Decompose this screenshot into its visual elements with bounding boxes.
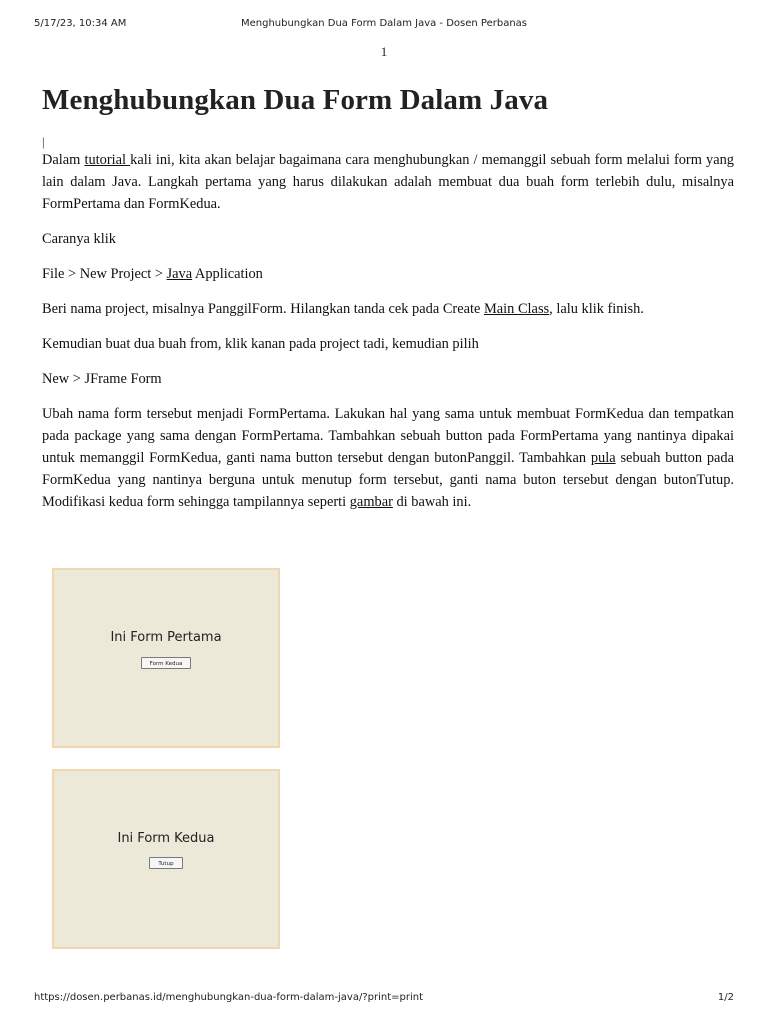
form-kedua-button[interactable]: Form Kedua	[141, 657, 191, 669]
text: File > New Project >	[42, 266, 167, 282]
paragraph-project-name	[42, 298, 734, 320]
print-url: https://dosen.perbanas.id/menghubungkan-dua-form-dalam-java/?print=print	[34, 992, 424, 1003]
figure-form-kedua	[52, 769, 280, 949]
link-tutorial[interactable]: tutorial	[84, 152, 131, 168]
article-content	[42, 84, 734, 526]
form-kedua-title: Ini Form Kedua	[117, 831, 215, 846]
print-page-count: 1/2	[717, 992, 734, 1003]
text: sebuah button pada FormKedua yang nantinya berguna untuk menutup form tersebut, ganti nama buton tersebut dengan butonTutup. Modifikasi kedua form sehingga tampilannya seperti	[42, 450, 734, 510]
link-java[interactable]: Java	[166, 266, 193, 282]
tutup-button[interactable]: Tutup	[149, 857, 183, 869]
text: di bawah ini.	[392, 494, 472, 510]
paragraph-file-menu	[42, 263, 734, 285]
text: , lalu klik finish.	[549, 301, 644, 317]
paragraph-create-forms: Kemudian buat dua buah from, klik kanan pada project tadi, kemudian pilih	[42, 336, 479, 352]
print-header	[34, 18, 734, 32]
figure-form-pertama	[52, 568, 280, 748]
print-footer	[34, 992, 734, 1006]
print-datetime: 5/17/23, 10:34 AM	[34, 18, 127, 29]
text: Application	[192, 266, 263, 282]
text-cursor-mark: |	[42, 134, 45, 149]
text: Dalam	[42, 152, 85, 168]
paragraph-jframe: New > JFrame Form	[42, 371, 162, 387]
print-page-title: Menghubungkan Dua Form Dalam Java - Dosen Perbanas	[240, 18, 527, 29]
article-title: Menghubungkan Dua Form Dalam Java	[42, 84, 549, 116]
link-gambar[interactable]: gambar	[349, 494, 393, 510]
link-main-class[interactable]: Main Class	[483, 301, 550, 317]
text: kali ini, kita akan belajar bagaimana cara menghubungkan / memanggil sebuah form melalui form yang lain dalam Java. Langkah pertama yang harus dilakukan adalah membuat dua buah form terlebih dulu, misalnya FormPertama dan FormKedua.	[42, 152, 734, 212]
link-pula[interactable]: pula	[590, 450, 616, 466]
text: Ubah nama form tersebut menjadi FormPertama. Lakukan hal yang sama untuk membuat FormKedua dan tempatkan pada package yang sama dengan FormPertama. Tambahkan sebuah button pada FormPertama yang nantinya dipakai untuk memanggil FormKedua, ganti nama button tersebut dengan butonPanggil. Tambahkan	[42, 406, 734, 466]
form-pertama-title: Ini Form Pertama	[110, 630, 222, 645]
paragraph-caranya: Caranya klik	[42, 231, 116, 247]
page-number: 1	[380, 44, 388, 59]
paragraph-intro	[42, 149, 734, 215]
paragraph-instructions	[42, 403, 734, 513]
text: Beri nama project, misalnya PanggilForm. Hilangkan tanda cek pada Create	[42, 301, 484, 317]
